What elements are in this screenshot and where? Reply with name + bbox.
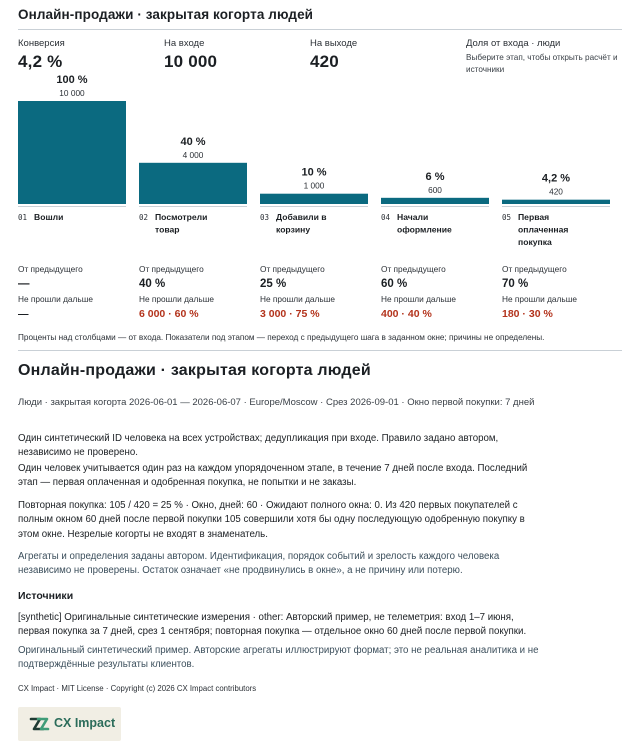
- dropped-label: Не прошли дальше: [18, 294, 93, 304]
- kpi-note-label: Доля от входа · люди: [466, 38, 561, 49]
- kpi-label: На входе: [164, 38, 205, 49]
- bar-percent-label: 6 %: [425, 170, 445, 183]
- dropped-value: 6 000 · 60 %: [139, 308, 199, 320]
- kpi-label: На выходе: [310, 38, 358, 49]
- dropped-metric: [502, 294, 577, 320]
- license-footer: CX Impact · MIT License · Copyright (c) 2026 CX Impact contributors: [18, 684, 257, 693]
- logo-mark-icon: [28, 715, 50, 733]
- from-previous-value: 25 %: [260, 278, 287, 290]
- bar-count-label: 4 000: [182, 149, 204, 160]
- from-previous-value: —: [18, 278, 30, 290]
- from-previous-metric: [18, 264, 83, 290]
- bar-percent-label: 4,2 %: [541, 172, 571, 185]
- stage-label: Посмотрели: [155, 212, 208, 222]
- dropped-value: 400 · 40 %: [381, 308, 432, 320]
- bar-count-label: 600: [428, 184, 442, 195]
- dropped-metric: [18, 294, 93, 320]
- dropped-metric: [260, 294, 335, 320]
- stage-label: корзину: [276, 224, 311, 235]
- dropped-label: Не прошли дальше: [381, 294, 456, 304]
- section-divider: [18, 350, 622, 351]
- dropped-value: —: [18, 308, 29, 320]
- from-previous-value: 40 %: [139, 278, 166, 290]
- bar-percent-label: 40 %: [180, 135, 206, 148]
- bar-percent-label: 100 %: [56, 74, 88, 86]
- kpi-label: Конверсия: [18, 38, 65, 49]
- from-previous-label: От предыдущего: [381, 264, 446, 274]
- kpi-value: 420: [310, 52, 339, 71]
- dropped-label: Не прошли дальше: [502, 294, 577, 304]
- dropped-metric: [381, 294, 456, 320]
- from-previous-value: 70 %: [502, 278, 529, 290]
- stage-number: 04: [381, 213, 391, 222]
- from-previous-metric: [139, 264, 204, 290]
- dropped-label: Не прошли дальше: [260, 294, 335, 304]
- dropped-value: 180 · 30 %: [502, 308, 553, 320]
- stage-label: Начали: [397, 212, 429, 222]
- section-title: Онлайн-продажи · закрытая когорта людей: [18, 362, 371, 379]
- stage-number: 01: [18, 213, 28, 222]
- bar-count-label: 420: [549, 186, 563, 197]
- funnel-bar[interactable]: [18, 101, 126, 204]
- stage-number: 03: [260, 213, 270, 222]
- paragraph-identity: Один синтетический ID человека на всех устройствах; дедупликация при входе. Правило задано автором, независимо не проверено.: [18, 433, 499, 459]
- source-entry: [synthetic] Оригинальные синтетические измерения · other: Авторский пример, не телеметрия: вход 1–7 июня, первая покупка за 7 дней, срез 1 сентября; повторная покупка — отдельное окно 60 дней после первой покупки.: [18, 612, 527, 638]
- from-previous-label: От предыдущего: [18, 264, 83, 274]
- stage-label: Вошли: [34, 212, 64, 222]
- from-previous-metric: [502, 264, 567, 290]
- top-divider: [18, 29, 622, 30]
- funnel-bar[interactable]: [139, 163, 247, 204]
- stage-label: оплаченная: [518, 224, 569, 235]
- chart-footnote: Проценты над столбцами — от входа. Показатели под этапом — переход с предыдущего шага в заданном окне; причины не определены.: [18, 333, 545, 342]
- kpi-value: 10 000: [164, 52, 218, 71]
- sources-title: Источники: [18, 590, 74, 602]
- cohort-meta: Люди · закрытая когорта 2026-06-01 — 2026-06-07 · Europe/Moscow · Срез 2026-09-01 · Окно первой покупки: 7 дней: [18, 397, 535, 408]
- funnel-bar[interactable]: [260, 194, 368, 204]
- from-previous-label: От предыдущего: [139, 264, 204, 274]
- logo-text: CX Impact: [54, 716, 116, 730]
- stage-label: Первая: [518, 212, 550, 222]
- from-previous-label: От предыдущего: [502, 264, 567, 274]
- dropped-label: Не прошли дальше: [139, 294, 214, 304]
- dropped-metric: [139, 294, 214, 320]
- stage-label: товар: [155, 224, 180, 235]
- page-title: Онлайн-продажи · закрытая когорта людей: [18, 7, 314, 22]
- stage-label: оформление: [397, 224, 452, 235]
- from-previous-value: 60 %: [381, 278, 408, 290]
- bar-count-label: 10 000: [59, 88, 85, 98]
- from-previous-metric: [260, 264, 325, 290]
- cx-impact-logo[interactable]: [18, 707, 121, 741]
- stage-number: 02: [139, 213, 149, 222]
- paragraph-caveats: Агрегаты и определения заданы автором. Идентификация, порядок событий и зрелость каждого человека независимо не проверены. Остаток означает «не продвинулись в окне», а не причину или потерю.: [18, 551, 500, 577]
- funnel-bar[interactable]: [381, 198, 489, 204]
- kpi-note-hint: Выберите этап, чтобы открыть расчёт и источники: [466, 53, 618, 74]
- stage-label: покупка: [518, 237, 552, 247]
- bar-count-label: 1 000: [303, 180, 325, 191]
- funnel-bar[interactable]: [502, 200, 610, 204]
- stage-label: Добавили в: [276, 212, 327, 222]
- kpi-value: 4,2 %: [18, 52, 63, 71]
- paragraph-repeat-purchase: Повторная покупка: 105 / 420 = 25 % · Окно, дней: 60 · Ожидают полного окна: 0. Из 420 первых покупателей с полным окном 60 дней после первой покупки 105 совершили хотя бы одну последующую одобренную покупку в этом окне. Незрелые когорты не входят в знаменатель.: [18, 500, 525, 540]
- paragraph-counting: Один человек учитывается один раз на каждом упорядоченном этапе, в течение 7 дней после входа. Последний этап — первая оплаченная и одобренная покупка, не попытки и не заказы.: [18, 463, 528, 489]
- paragraph-disclaimer: Оригинальный синтетический пример. Авторские агрегаты иллюстрируют формат; это не реальная аналитика и не подтверждённые результаты клиентов.: [18, 645, 539, 671]
- bar-percent-label: 10 %: [301, 166, 327, 179]
- dropped-value: 3 000 · 75 %: [260, 308, 320, 320]
- stage-number: 05: [502, 213, 512, 222]
- from-previous-metric: [381, 264, 446, 290]
- funnel-chart: [0, 66, 640, 256]
- from-previous-label: От предыдущего: [260, 264, 325, 274]
